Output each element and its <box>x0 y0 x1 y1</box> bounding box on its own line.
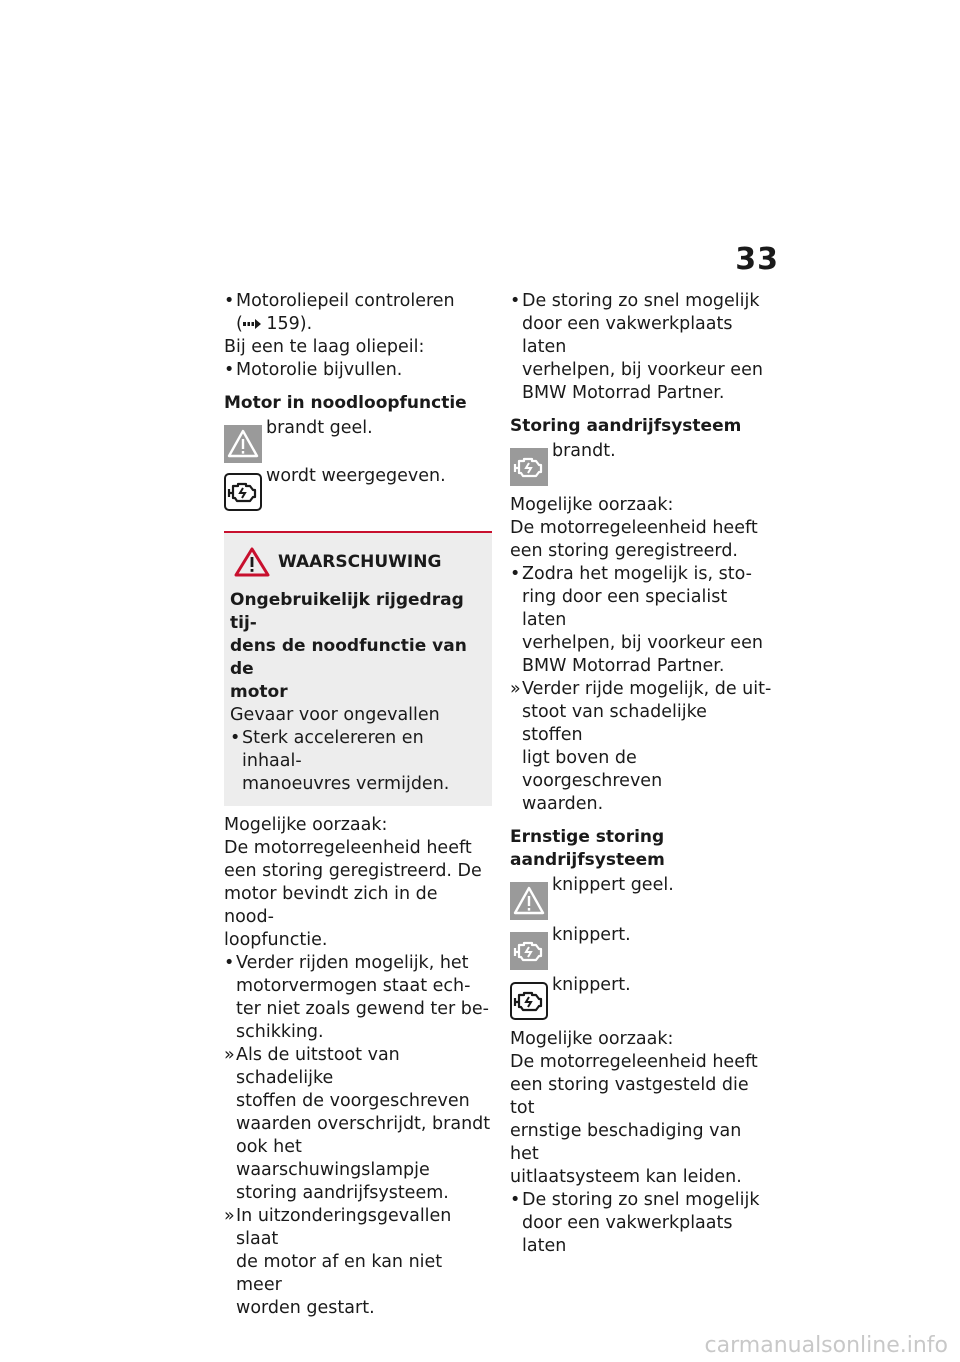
list-item: • De storing zo snel mogelijk door een vakwerkplaats laten <box>510 1190 760 1256</box>
indicator-row: brandt. <box>510 440 772 486</box>
engine-icon <box>510 932 548 970</box>
cause-label: Mogelijke oorzaak: <box>510 495 674 515</box>
list-item: • Zodra het mogelijk is, sto- ring door een specialist laten verhelpen, bij voorkeur een BMW Motorrad Partner. <box>510 564 763 676</box>
list-item: • Motoroliepeil controleren <box>224 291 455 311</box>
engine-icon <box>224 473 262 511</box>
list-item: • De storing zo snel mogelijk door een vakwerkplaats laten verhelpen, bij voorkeur een BMW Motorrad Partner. <box>510 291 763 403</box>
warning-triangle-icon <box>510 882 548 920</box>
indicator-row: knippert. <box>510 974 772 1020</box>
low-oil-text: Bij een te laag oliepeil: <box>224 337 425 357</box>
list-item: • Motorolie bijvullen. <box>224 360 403 380</box>
warning-box: WAARSCHUWING Ongebruikelijk rijgedrag tij- dens de noodfunctie van de motor Gevaar voor ongevallen • Sterk accelereren en inhaal- manoeuvres vermijden. <box>224 531 492 806</box>
heading-drive-fault: Storing aandrijfsysteem <box>510 416 742 436</box>
indicator-row: wordt weergegeven. <box>224 465 492 511</box>
danger-text: Gevaar voor ongevallen <box>230 705 440 725</box>
list-item-reference[interactable]: ( 159). <box>236 314 313 334</box>
result-item: » Als de uitstoot van schadelijke stoffen de voorgeschreven waarden overschrijdt, brandt ook het waarschuwingslampje storing aandrijfsysteem. <box>224 1045 491 1203</box>
heading-severe-fault: Ernstige storing aandrijfsysteem <box>510 827 665 870</box>
page-number: 33 <box>735 242 779 277</box>
indicator-row: knippert. <box>510 924 772 970</box>
indicator-row: knippert geel. <box>510 874 772 920</box>
warning-triangle-icon <box>234 547 270 577</box>
engine-icon <box>510 448 548 486</box>
list-item: • Sterk accelereren en inhaal- manoeuvres vermijden. <box>230 728 450 794</box>
left-column: • Motoroliepeil controleren ( 159). Bij een te laag oliepeil: • Motorolie bijvullen. Motor in noodloopfunctie brandt geel. wordt weergegeven. WAARSCHUWING Ongebruikelijk rijgedrag tij- dens de noodfunctie van de motor Gevaar voor ongevallen • Sterk accelereren en inhaal- manoeuvres vermijden. Mogelijke oorzaak: De motorregeleenheid heeft een storing geregistreerd. De motor bevindt zich in de nood- loopfunctie. • Verder rijden mogelijk, het motorvermogen staat ech- ter niet zoals gewend ter be- schikking. » Als de uitstoot van schadelijke stoffen de voorgeschreven waarden overschrijdt, brandt ook het waarschuwingslampje storing aandrijfsysteem. » In uitzonderingsgevallen slaat de motor af en kan niet meer worden gestart. <box>224 291 491 1318</box>
result-item: » In uitzonderingsgevallen slaat de motor af en kan niet meer worden gestart. <box>224 1206 452 1318</box>
heading-emergency-mode: Motor in noodloopfunctie <box>224 393 467 413</box>
result-item: » Verder rijde mogelijk, de uit- stoot van schadelijke stoffen ligt boven de voorgeschreven waarden. <box>510 679 772 814</box>
indicator-row: brandt geel. <box>224 417 492 463</box>
watermark: carmanualsonline.info <box>704 1333 948 1358</box>
page-reference-arrow-icon <box>243 318 261 330</box>
warning-triangle-icon <box>224 425 262 463</box>
list-item: • Verder rijden mogelijk, het motorvermogen staat ech- ter niet zoals gewend ter be- schikking. <box>224 953 489 1042</box>
right-column: • De storing zo snel mogelijk door een vakwerkplaats laten verhelpen, bij voorkeur een BMW Motorrad Partner. Storing aandrijfsysteem brandt. Mogelijke oorzaak: De motorregeleenheid heeft een storing geregistreerd. • Zodra het mogelijk is, sto- ring door een specialist laten verhelpen, bij voorkeur een BMW Motorrad Partner. » Verder rijde mogelijk, de uit- stoot van schadelijke stoffen ligt boven de voorgeschreven waarden. Ernstige storing aandrijfsysteem knippert geel. knippert. knippert. Mogelijke oorzaak: De motorregeleenheid heeft een storing vastgesteld die tot ernstige beschadiging van het uitlaatsysteem kan leiden. • De storing zo snel mogelijk door een vakwerkplaats laten <box>510 291 772 1256</box>
cause-label: Mogelijke oorzaak: <box>510 1029 674 1049</box>
cause-label: Mogelijke oorzaak: <box>224 815 388 835</box>
engine-icon <box>510 982 548 1020</box>
warning-title: WAARSCHUWING <box>230 547 484 577</box>
